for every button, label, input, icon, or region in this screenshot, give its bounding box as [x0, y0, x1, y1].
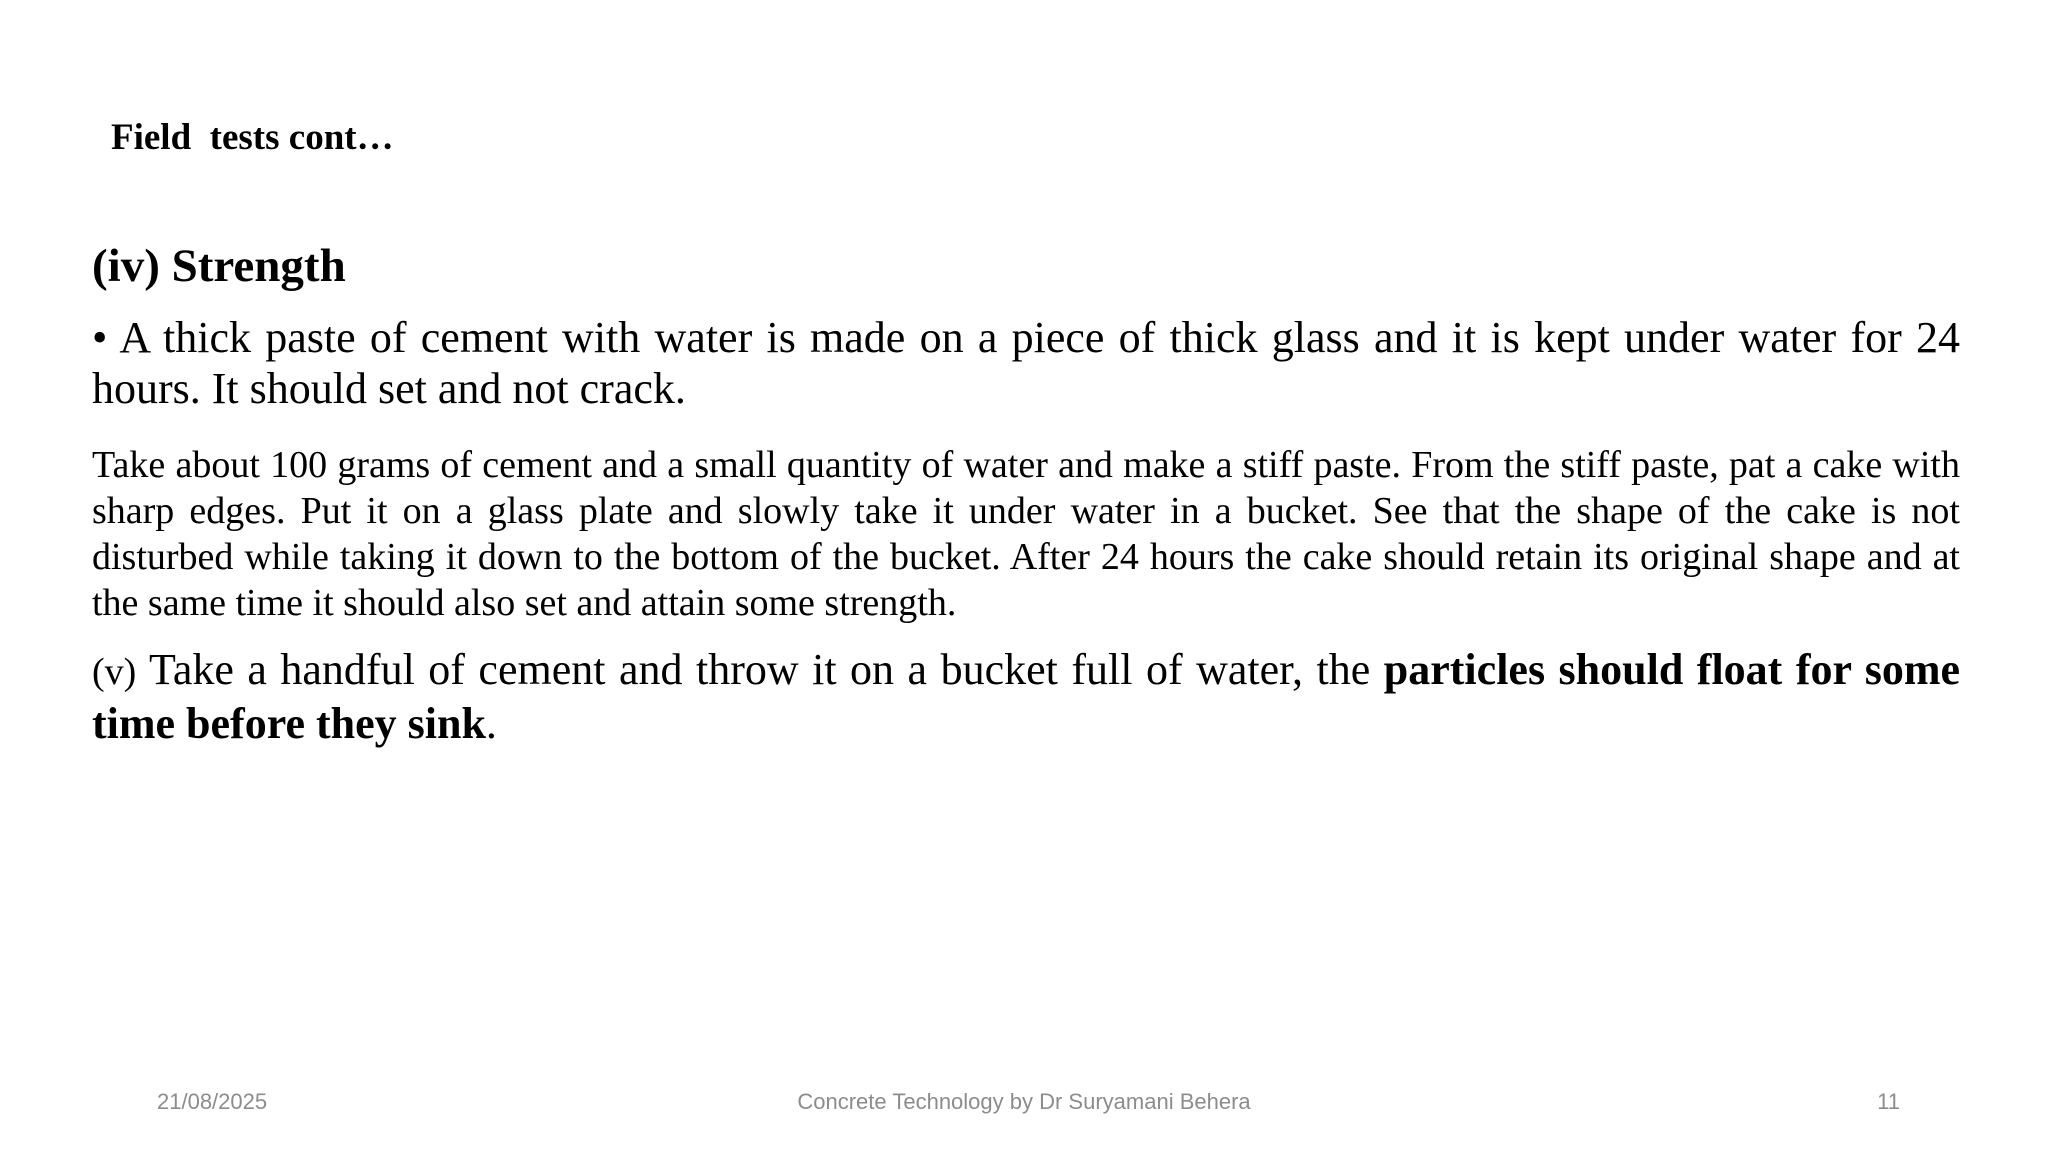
slide-title: Field tests cont… [111, 117, 394, 158]
float-test-end: . [485, 699, 497, 749]
section-heading: (iv) Strength [92, 240, 346, 292]
float-test-emphasis: particles should float for some time before they sink [92, 645, 1961, 749]
float-test-paragraph [92, 644, 1960, 750]
bullet-text: A thick paste of cement with water is made on a piece of thick glass and it is kept under water for 24 hours. It should set and not crack. [92, 313, 1960, 414]
float-test-label: (v) [92, 651, 137, 694]
slide-content [92, 238, 1960, 750]
float-test-text: Take a handful of cement and throw it on a bucket full of water, the [136, 645, 1384, 695]
footer-page-number: 11 [1877, 1089, 1900, 1114]
detail-paragraph: Take about 100 grams of cement and a small quantity of water and make a stiff paste. From the stiff paste, pat a cake with sharp edges. Put it on a glass plate and slowly take it under water in a bucket. See that the shape of the cake is not disturbed while taking it down to the bottom of the bucket. After 24 hours the cake should retain its original shape and at the same time it should also set and attain some strength. [92, 444, 1960, 625]
footer-center-text: Concrete Technology by Dr Suryamani Behera [797, 1089, 1251, 1114]
bullet-paragraph [92, 312, 1960, 414]
bullet-icon: • [92, 313, 108, 363]
footer-date: 21/08/2025 [157, 1089, 268, 1114]
